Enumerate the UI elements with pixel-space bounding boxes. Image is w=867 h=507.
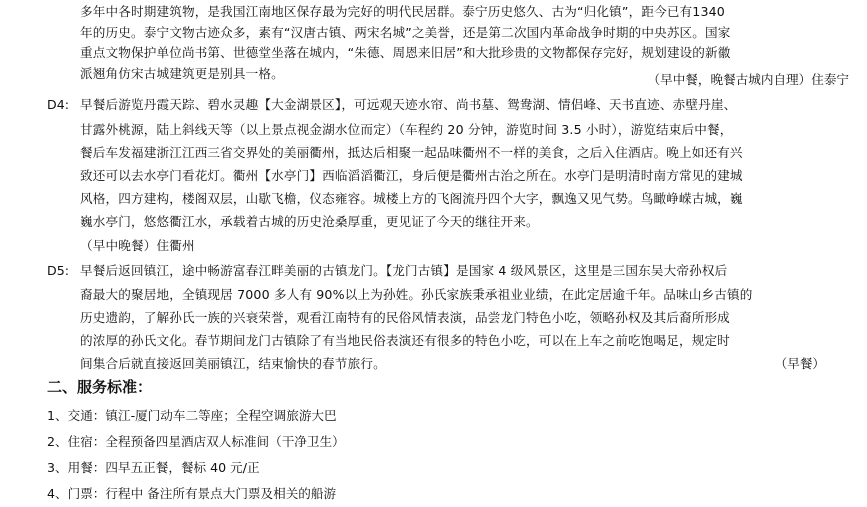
intro-line: 多年中各时期建筑物，是我国江南地区保存最为完好的明代民居群。泰宁历史悠久、古为“归化镇”，距今已有1340 bbox=[80, 4, 725, 19]
service-item: 4、门票：行程中 备注所有景点大门票及相关的船游 bbox=[47, 486, 337, 501]
d5-meal-note: （早餐） bbox=[774, 356, 825, 371]
section-title: 二、服务标准： bbox=[47, 378, 153, 396]
day-label-d4: D4: bbox=[47, 97, 69, 112]
d5-line: 的浓厚的孙氏文化。春节期间龙门古镇除了有当地民俗表演还有很多的特色小吃，可以在上车之前吃饱喝足，规定时 bbox=[80, 333, 730, 348]
intro-line: 派翘角仿宋古城建筑更是别具一格。 bbox=[80, 66, 284, 81]
intro-meal-note: （早中餐，晚餐古城内自理）住泰宁 bbox=[647, 72, 849, 87]
d4-line: 巍水亭门，悠悠衢江水，承载着古城的历史沧桑厚重，更见证了今天的继往开来。 bbox=[80, 214, 539, 229]
day-label-d5: D5: bbox=[47, 263, 69, 278]
d5-line: 早餐后返回镇江，途中畅游富春江畔美丽的古镇龙门。【龙门古镇】是国家 4 级风景区，这里是三国东吴大帝孙权后 bbox=[80, 263, 728, 278]
service-item: 2、住宿：全程预备四星酒店双人标准间（干净卫生） bbox=[47, 434, 345, 449]
d5-line: 间集合后就直接返回美丽镇江，结束愉快的春节旅行。 bbox=[80, 356, 386, 371]
d4-line: 餐后车发福建浙江江西三省交界处的美丽衢州，抵达后相聚一起品味衢州不一样的美食，之后入住酒店。晚上如还有兴 bbox=[80, 145, 743, 160]
d4-line: 风格，四方建构，楼阁双层，山歇飞檐，仪态雍容。城楼上方的飞阁流丹四个大字，飘逸又见气势。鸟瞰峥嵘古城，巍 bbox=[80, 191, 743, 206]
d5-line: 裔最大的聚居地，全镇现居 7000 多人有 90%以上为孙姓。孙氏家族秉承祖业业绩，在此定居逾千年。品味山乡古镇的 bbox=[80, 287, 753, 302]
d4-meal-note: （早中晚餐）住衢州 bbox=[80, 238, 195, 253]
service-item: 1、交通：镇江-厦门动车二等座；全程空调旅游大巴 bbox=[47, 408, 337, 423]
intro-line: 年的历史。泰宁文物古迹众多，素有“汉唐古镇、两宋名城”之美誉，还是第二次国内革命战争时期的中央苏区。国家 bbox=[80, 25, 731, 40]
d4-line: 早餐后游览丹霞天踪、碧水灵趣【大金湖景区】，可远观天迹水帘、尚书墓、鸳鸯湖、情侣峰、天书直迹、赤壁丹崖、 bbox=[80, 97, 737, 112]
d4-line: 甘露外桃源，陆上斜线天等（以上景点视金湖水位而定）（车程约 20 分钟，游览时间 3.5 小时），游览结束后中餐， bbox=[80, 122, 733, 137]
d5-line: 历史遗韵，了解孙氏一族的兴衰荣誉，观看江南特有的民俗风情表演，品尝龙门特色小吃，领略孙权及其后裔所形成 bbox=[80, 310, 730, 325]
d4-line: 致还可以去水亭门看花灯。衢州【水亭门】西临滔滔衢江，身后便是衢州古治之所在。水亭门是明清时南方常见的建城 bbox=[80, 168, 743, 183]
service-item: 3、用餐：四早五正餐，餐标 40 元/正 bbox=[47, 460, 260, 475]
intro-line: 重点文物保护单位尚书第、世德堂坐落在城内，“朱德、周恩来旧居”和大批珍贵的文物都保存完好，规划建设的新徽 bbox=[80, 45, 731, 60]
